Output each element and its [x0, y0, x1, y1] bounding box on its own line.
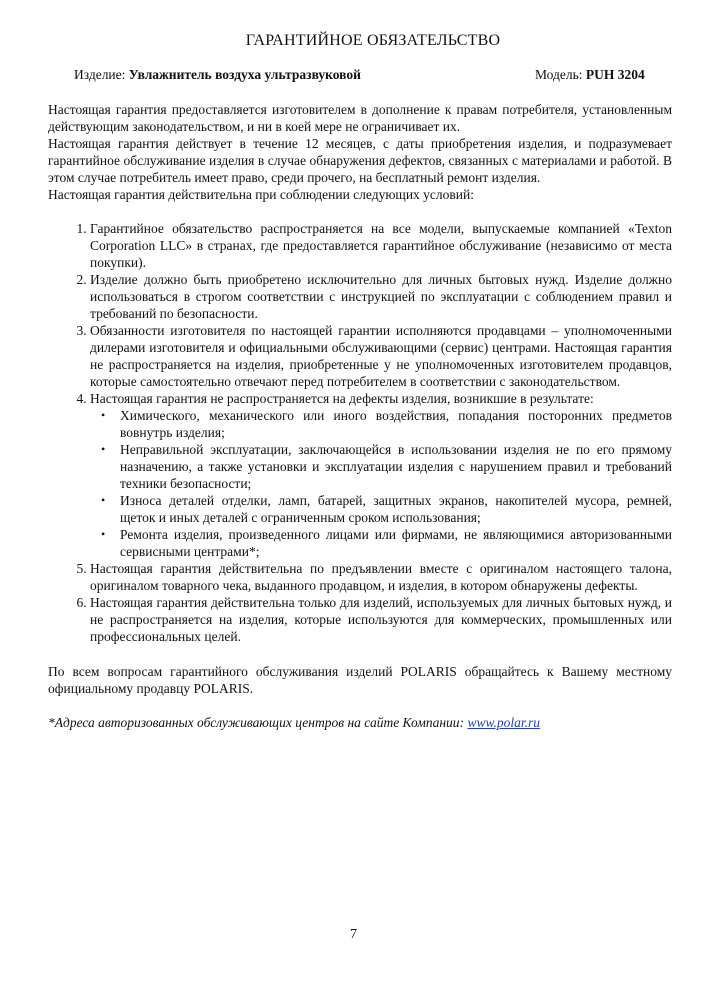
- product-info: [74, 67, 674, 83]
- exclusion-item: [101, 492, 672, 526]
- condition-text: Настоящая гарантия не распространяется на дефекты изделия, возникшие в результате:: [90, 391, 594, 406]
- page-title: ГАРАНТИЙНОЕ ОБЯЗАТЕЛЬСТВО: [245, 32, 501, 49]
- intro-paragraph: Настоящая гарантия действительна при соблюдении следующих условий:: [48, 187, 474, 202]
- exclusion-item: [101, 441, 672, 492]
- conditions-list: [48, 220, 672, 645]
- condition-item: 2. Изделие должно быть приобретено исключительно для личных бытовых нужд. Изделие должно использоваться в строгом соответствии с инструкцией по эксплуатации с соблюдением правил и требований по безопасности.: [90, 271, 672, 322]
- item-label: Изделие:: [74, 67, 126, 82]
- condition-item: [90, 390, 672, 560]
- bullet-icon: •: [101, 408, 106, 422]
- page-number: 7: [350, 927, 357, 942]
- contact-paragraph: По всем вопросам гарантийного обслуживания изделий POLARIS обращайтесь к Вашему местному официальному продавцу POLARIS.: [48, 664, 672, 696]
- footnote-text: *Адреса авторизованных обслуживающих центров на сайте Компании:: [48, 715, 465, 730]
- exclusion-item: [101, 407, 672, 441]
- footnote: [48, 714, 672, 731]
- exclusion-text: Химического, механического или иного воздействия, попадания посторонних предметов вовнутрь изделия;: [120, 408, 672, 440]
- intro-paragraph: Настоящая гарантия действует в течение 12 месяцев, с даты приобретения изделия, и подразумевает гарантийное обслуживание изделия в случае обнаружения дефектов, связанных с материалами и работой. В этом случае потребитель имеет право, среди прочего, на бесплатный ремонт изделия.: [48, 136, 672, 185]
- model-value: PUH 3204: [585, 67, 645, 82]
- bullet-icon: •: [101, 527, 106, 541]
- intro-section: [48, 101, 672, 203]
- bullet-icon: •: [101, 442, 106, 456]
- exclusions-list: [90, 407, 672, 560]
- intro-paragraph: Настоящая гарантия предоставляется изготовителем в дополнение к правам потребителя, установленным действующим законодательством, и ни в коей мере не ограничивает их.: [48, 102, 672, 134]
- model-info: [535, 67, 645, 83]
- exclusion-text: Неправильной эксплуатации, заключающейся в использовании изделия не по его прямому назначению, а также установки и эксплуатации изделия с нарушением правил и требований техники безопасности;: [120, 442, 672, 491]
- condition-item: 5. Настоящая гарантия действительна по предъявлении вместе с оригиналом настоящего талона, оригиналом товарного чека, выданного продавцом, и изделия, в котором обнаружены дефекты.: [90, 560, 672, 594]
- condition-item: 3. Обязанности изготовителя по настоящей гарантии исполняются продавцами – уполномоченными дилерами изготовителя и официальными обслуживающими (сервис) центрами. Настоящая гарантия не распространяется на изделия, приобретенные у не уполномоченных изготовителем продавцов, которые самостоятельно отвечают перед потребителем в соответствии с законодательством.: [90, 322, 672, 390]
- document-page: [48, 0, 672, 1000]
- warranty-body: [48, 101, 672, 745]
- exclusion-text: Износа деталей отделки, ламп, батарей, защитных экранов, накопителей мусора, ремней, щеток и иных деталей с ограниченным сроком использования;: [120, 493, 672, 525]
- model-label: Модель:: [535, 67, 583, 82]
- condition-item: 1. Гарантийное обязательство распространяется на все модели, выпускаемые компанией «Texton Corporation LLC» в странах, где предоставляется гарантийное обслуживание (независимо от места покупки).: [90, 220, 672, 271]
- item-value: Увлажнитель воздуха ультразвуковой: [128, 67, 361, 82]
- condition-item: 6. Настоящая гарантия действительна только для изделий, используемых для личных бытовых нужд, и не распространяется на изделия, которые используются для коммерческих, промышленных или профессиональных целей.: [90, 594, 672, 645]
- bullet-icon: •: [101, 493, 106, 507]
- exclusion-item: [101, 526, 672, 560]
- exclusion-text: Ремонта изделия, произведенного лицами или фирмами, не являющимися авторизованными сервисными центрами*;: [120, 527, 672, 559]
- website-link[interactable]: www.polar.ru: [467, 715, 540, 730]
